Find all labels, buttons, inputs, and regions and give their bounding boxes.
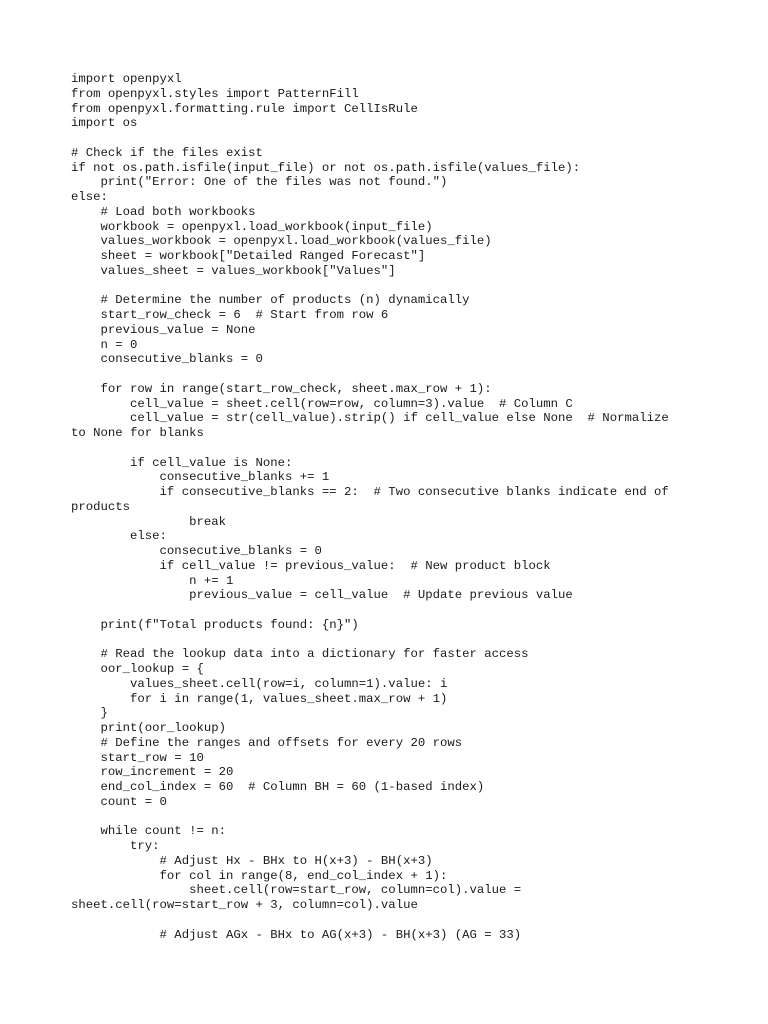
code-line: consecutive_blanks = 0 (71, 544, 322, 558)
code-line: print(f"Total products found: {n}") (71, 617, 359, 632)
code-line: from openpyxl.styles import PatternFill (71, 86, 359, 101)
code-line: end_col_index = 60 # Column BH = 60 (1-based index) (71, 780, 485, 794)
code-line: while count != n: (71, 824, 226, 839)
code-line: if not os.path.isfile(input_file) or not os.path.isfile(values_file): (71, 160, 581, 175)
code-line: if cell_value != previous_value: # New product block (71, 558, 551, 573)
code-line: # Load both workbooks (71, 204, 256, 219)
code-line: # Define the ranges and offsets for every 20 rows (71, 735, 463, 750)
code-line: break (71, 514, 226, 529)
code-line: print(oor_lookup) (71, 721, 226, 735)
code-line: cell_value = sheet.cell(row=row, column=3).value # Column C (71, 396, 573, 411)
code-line: else: (71, 529, 167, 544)
code-line: try: (71, 839, 160, 853)
code-line: for i in range(1, values_sheet.max_row + 1) (71, 691, 448, 706)
code-line: # Check if the files exist (71, 145, 263, 160)
code-line (71, 441, 751, 456)
code-block (71, 72, 751, 942)
code-line: values_sheet.cell(row=i, column=1).value: i (71, 676, 448, 691)
code-line (71, 131, 751, 146)
code-line: oor_lookup = { (71, 662, 204, 676)
code-line: consecutive_blanks = 0 (71, 352, 263, 367)
code-line: # Adjust AGx - BHx to AG(x+3) - BH(x+3) (AG = 33) (71, 927, 522, 942)
code-line: if cell_value is None: (71, 455, 293, 470)
code-line: sheet = workbook["Detailed Ranged Forecast"] (71, 249, 426, 263)
code-line (71, 279, 751, 294)
code-line: cell_value = str(cell_value).strip() if cell_value else None # Normalize (71, 411, 669, 426)
code-line (71, 367, 751, 382)
code-line: workbook = openpyxl.load_workbook(input_file) (71, 219, 433, 234)
code-line: # Adjust Hx - BHx to H(x+3) - BH(x+3) (71, 853, 433, 868)
code-line (71, 810, 751, 825)
code-line: from openpyxl.formatting.rule import CellIsRule (71, 101, 418, 116)
code-line: import os (71, 116, 138, 131)
code-line: # Read the lookup data into a dictionary for faster access (71, 647, 529, 662)
code-line: for row in range(start_row_check, sheet.max_row + 1): (71, 381, 492, 396)
code-line (71, 913, 751, 928)
code-line: sheet.cell(row=start_row, column=col).value = (71, 883, 522, 898)
code-line: sheet.cell(row=start_row + 3, column=col).value (71, 898, 418, 912)
code-line: row_increment = 20 (71, 765, 234, 780)
code-line: import openpyxl (71, 72, 182, 86)
code-line: previous_value = cell_value # Update previous value (71, 588, 573, 603)
code-line: start_row_check = 6 # Start from row 6 (71, 308, 389, 322)
code-line: previous_value = None (71, 322, 256, 337)
code-line: if consecutive_blanks == 2: # Two consecutive blanks indicate end of (71, 485, 669, 499)
code-line: # Determine the number of products (n) dynamically (71, 293, 470, 308)
code-line: values_sheet = values_workbook["Values"] (71, 263, 396, 278)
code-line: start_row = 10 (71, 750, 204, 765)
code-line: n = 0 (71, 337, 138, 352)
code-line: else: (71, 190, 108, 204)
code-line: consecutive_blanks += 1 (71, 470, 330, 485)
code-line: products (71, 499, 131, 514)
code-line: values_workbook = openpyxl.load_workbook(values_file) (71, 234, 492, 249)
code-line: print("Error: One of the files was not found.") (71, 175, 448, 190)
code-line: count = 0 (71, 794, 167, 809)
code-line (71, 633, 751, 648)
code-line: } (71, 706, 108, 721)
code-line: for col in range(8, end_col_index + 1): (71, 868, 448, 883)
code-line: n += 1 (71, 573, 234, 588)
code-line (71, 603, 751, 618)
code-line: to None for blanks (71, 426, 204, 440)
